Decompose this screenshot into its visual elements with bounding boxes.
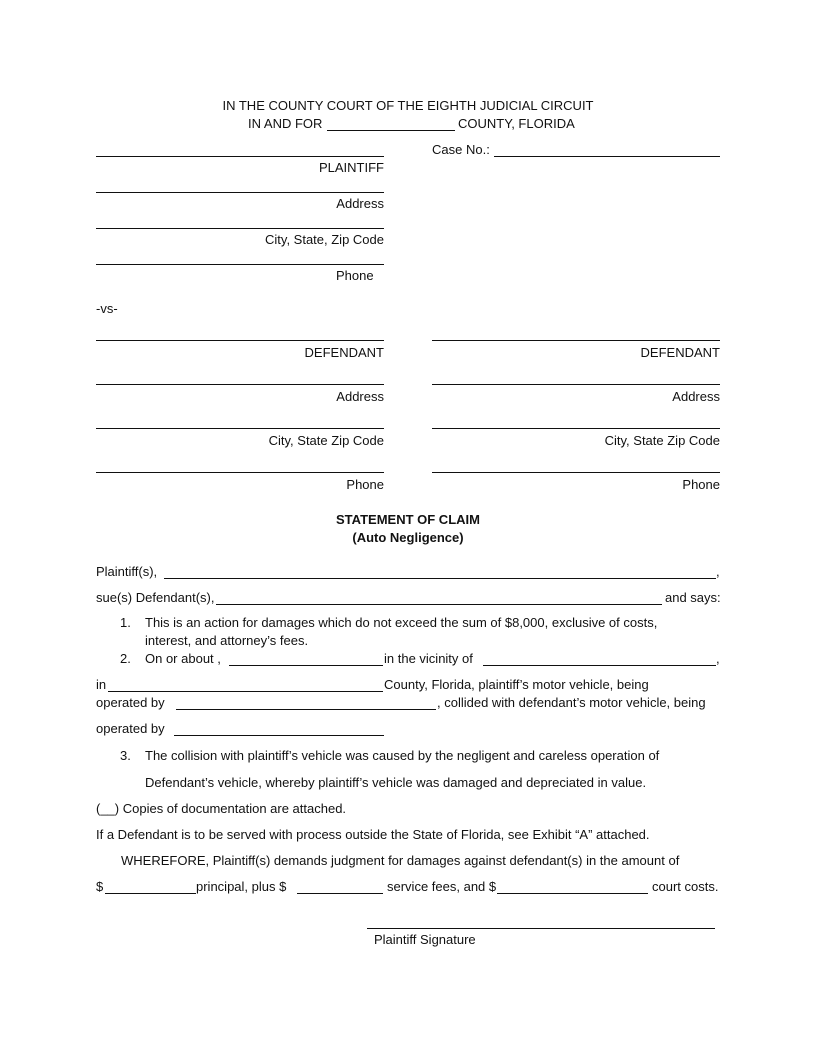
- defendant2-address-field[interactable]: [432, 384, 720, 385]
- item2-on-about: On or about ,: [145, 651, 221, 666]
- vicinity-field[interactable]: [483, 665, 716, 666]
- wherefore-text: WHEREFORE, Plaintiff(s) demands judgment for damages against defendant(s) in the amount of: [121, 853, 680, 868]
- accident-county-field[interactable]: [108, 691, 383, 692]
- defendant2-city-label: City, State Zip Code: [604, 433, 720, 448]
- collided-text: , collided with defendant’s motor vehicle, being: [437, 695, 706, 710]
- item2-number: 2.: [120, 651, 131, 666]
- court-heading: IN THE COUNTY COURT OF THE EIGHTH JUDICIAL CIRCUIT: [222, 98, 594, 113]
- and-says-label: and says:: [665, 590, 721, 605]
- item1-line1: This is an action for damages which do not exceed the sum of $8,000, exclusive of costs,: [145, 615, 658, 630]
- principal-amount-field[interactable]: [105, 893, 196, 894]
- operated-by-label: operated by: [96, 695, 165, 710]
- plaintiffs-names-field[interactable]: [164, 578, 716, 579]
- signature-field[interactable]: [367, 928, 715, 929]
- plaintiff-address-label: Address: [336, 196, 384, 211]
- case-no-field[interactable]: [494, 156, 720, 157]
- vicinity-label: in the vicinity of: [384, 651, 473, 666]
- defendant1-phone-field[interactable]: [96, 472, 384, 473]
- county-florida-text: County, Florida, plaintiff’s motor vehicle, being: [384, 677, 649, 692]
- defendant1-address-field[interactable]: [96, 384, 384, 385]
- item3-line1: The collision with plaintiff’s vehicle was caused by the negligent and careless operation of: [145, 748, 660, 763]
- defendant2-label: DEFENDANT: [640, 345, 720, 360]
- exhibit-a-text: If a Defendant is to be served with process outside the State of Florida, see Exhibit “A” attached.: [96, 827, 650, 842]
- in-label: in: [96, 677, 107, 692]
- defendants-names-field[interactable]: [216, 604, 662, 605]
- accident-date-field[interactable]: [229, 665, 383, 666]
- plaintiff-phone-label: Phone: [336, 268, 374, 283]
- in-and-for-label: IN AND FOR: [248, 116, 323, 131]
- service-fees-field[interactable]: [297, 893, 383, 894]
- service-fees-label: service fees, and $: [387, 879, 497, 894]
- defendant2-address-label: Address: [672, 389, 720, 404]
- defendant2-phone-field[interactable]: [432, 472, 720, 473]
- operated-by-label-2: operated by: [96, 721, 165, 736]
- defendant-operator-field[interactable]: [174, 735, 384, 736]
- sue-defendants-label: sue(s) Defendant(s),: [96, 590, 215, 605]
- county-florida-label: COUNTY, FLORIDA: [458, 116, 575, 131]
- signature-label: Plaintiff Signature: [374, 932, 476, 947]
- plaintiff-name-field[interactable]: [96, 156, 384, 157]
- defendant1-city-label: City, State Zip Code: [268, 433, 384, 448]
- court-costs-field[interactable]: [497, 893, 648, 894]
- defendant1-phone-label: Phone: [346, 477, 384, 492]
- case-no-label: Case No.:: [432, 142, 490, 157]
- item1-number: 1.: [120, 615, 131, 630]
- statement-title: STATEMENT OF CLAIM: [336, 512, 480, 527]
- item3-number: 3.: [120, 748, 131, 763]
- defendant2-city-field[interactable]: [432, 428, 720, 429]
- defendant1-city-field[interactable]: [96, 428, 384, 429]
- dollar-sign-principal: $: [96, 879, 104, 894]
- plaintiffs-comma: ,: [716, 564, 720, 579]
- statement-subtitle: (Auto Negligence): [352, 530, 464, 545]
- vs-label: -vs-: [96, 301, 118, 316]
- plaintiff-phone-field[interactable]: [96, 264, 384, 265]
- defendant1-address-label: Address: [336, 389, 384, 404]
- county-name-field[interactable]: [327, 130, 455, 131]
- defendant2-name-field[interactable]: [432, 340, 720, 341]
- defendant1-name-field[interactable]: [96, 340, 384, 341]
- defendant2-phone-label: Phone: [682, 477, 720, 492]
- copies-attached-text: (__) Copies of documentation are attached.: [96, 801, 347, 816]
- item1-line2: interest, and attorney’s fees.: [145, 633, 309, 648]
- plaintiffs-label: Plaintiff(s),: [96, 564, 158, 579]
- plaintiff-city-field[interactable]: [96, 228, 384, 229]
- principal-plus-label: principal, plus $: [196, 879, 287, 894]
- plaintiff-city-label: City, State, Zip Code: [265, 232, 384, 247]
- item3-line2: Defendant’s vehicle, whereby plaintiff’s vehicle was damaged and depreciated in value.: [145, 775, 647, 790]
- vicinity-comma: ,: [716, 651, 720, 666]
- defendant1-label: DEFENDANT: [304, 345, 384, 360]
- plaintiff-address-field[interactable]: [96, 192, 384, 193]
- court-costs-label: court costs.: [652, 879, 719, 894]
- plaintiff-label: PLAINTIFF: [318, 160, 384, 175]
- plaintiff-operator-field[interactable]: [176, 709, 436, 710]
